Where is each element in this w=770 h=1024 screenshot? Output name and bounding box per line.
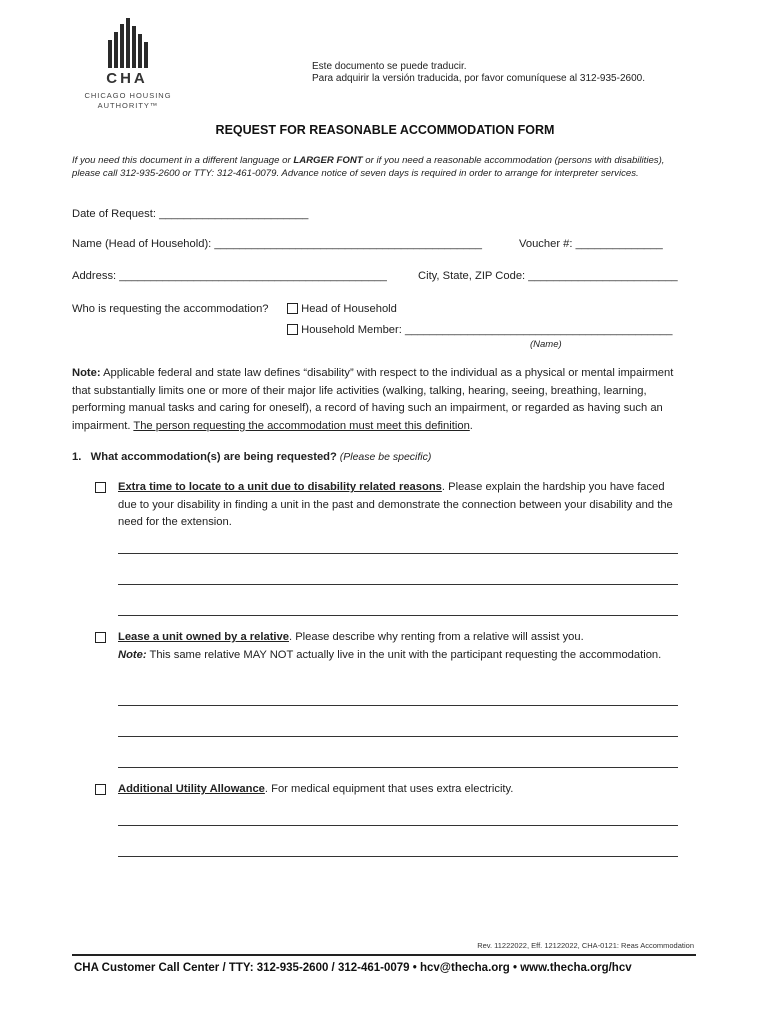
option-relative-note-text: This same relative MAY NOT actually live in the unit with the participant requesting the accommodation. xyxy=(146,648,662,661)
household-member-label: Household Member: ___________________________________________ xyxy=(301,324,673,336)
answer-line[interactable] xyxy=(118,705,678,706)
who-requesting-label: Who is requesting the accommodation? xyxy=(72,303,269,315)
question-hint: (Please be specific) xyxy=(336,451,432,463)
revision-info: Rev. 11222022, Eff. 12122022, CHA-0121: Reas Accommodation xyxy=(477,941,694,950)
intro-part2: or if you need a reasonable accommodation (persons with disabilities), please call 312-935-2600 or TTY: 312-461-0079. Advance notice of seven days is required in order to arrange for interpreter services. xyxy=(72,155,665,180)
city-state-zip-field[interactable]: City, State, ZIP Code: ________________________ xyxy=(418,270,678,282)
question-1 xyxy=(72,451,431,463)
translation-line1: Este documento se puede traducir. xyxy=(312,61,467,72)
note-underlined: The person requesting the accommodation must meet this definition xyxy=(133,419,470,432)
note-text: Applicable federal and state law defines “disability” with respect to the individual as a physical or mental impairment that substantially limits one or more of their major life activities (walking, talking, hearing, seeing, breathing, learning, performing manual tasks and caring for oneself), a record of having such an impairment, or regarded as having such an impairment. xyxy=(72,367,674,432)
cha-logo-icon xyxy=(108,18,148,68)
intro-part1: If you need this document in a different language or xyxy=(72,155,294,166)
answer-line[interactable] xyxy=(118,553,678,554)
checkbox-utility-allowance[interactable] xyxy=(95,784,106,795)
household-member-option[interactable] xyxy=(287,324,673,336)
option-utility-text: . For medical equipment that uses extra electricity. xyxy=(264,783,514,795)
footer-divider xyxy=(72,954,696,956)
option-extra-time-title: Extra time to locate to a unit due to disability related reasons xyxy=(118,481,442,493)
option-relative-text: . Please describe why renting from a relative will assist you. xyxy=(288,631,584,643)
footer-contact: CHA Customer Call Center / TTY: 312-935-2600 / 312-461-0079 • hcv@thecha.org • www.thecha.org/hcv xyxy=(74,962,632,974)
address-field[interactable]: Address: ___________________________________________ xyxy=(72,270,387,282)
checkbox-relative-unit[interactable] xyxy=(95,632,106,643)
option-utility-title: Additional Utility Allowance xyxy=(118,783,265,795)
question-number: 1. xyxy=(72,451,82,463)
date-of-request-field[interactable]: Date of Request: ________________________ xyxy=(72,208,309,220)
answer-line[interactable] xyxy=(118,825,678,826)
logo-subtitle-line1: CHICAGO HOUSING xyxy=(84,91,172,100)
note-label: Note: xyxy=(72,367,101,379)
head-of-household-option[interactable] xyxy=(287,303,397,315)
name-caption: (Name) xyxy=(530,339,562,350)
name-field[interactable]: Name (Head of Household): ___________________________________________ xyxy=(72,238,482,250)
option-extra-time xyxy=(118,479,683,532)
intro-text xyxy=(72,154,687,181)
option-relative-title: Lease a unit owned by a relative xyxy=(118,631,289,643)
checkbox-head-of-household[interactable] xyxy=(287,303,298,314)
option-relative-note-label: Note: xyxy=(118,648,147,661)
disability-note xyxy=(72,365,692,435)
option-relative-unit xyxy=(118,629,683,664)
option-utility-allowance xyxy=(118,781,683,799)
voucher-field[interactable]: Voucher #: ______________ xyxy=(519,238,663,250)
answer-line[interactable] xyxy=(118,584,678,585)
translation-notice xyxy=(312,61,645,85)
translation-line2: Para adquirir la versión traducida, por favor comuníquese al 312-935-2600. xyxy=(312,73,645,84)
answer-line[interactable] xyxy=(118,736,678,737)
form-title: REQUEST FOR REASONABLE ACCOMMODATION FORM xyxy=(215,123,555,137)
note-end: . xyxy=(469,419,473,432)
answer-line[interactable] xyxy=(118,856,678,857)
answer-line[interactable] xyxy=(118,615,678,616)
checkbox-household-member[interactable] xyxy=(287,324,298,335)
option-extra-time-text: . Please explain the hardship you have faced due to your disability in finding a unit in the past and demonstrate the connection between your disability and the need for the extension. xyxy=(118,481,673,528)
question-text: What accommodation(s) are being requested? xyxy=(90,451,337,463)
logo-subtitle xyxy=(78,91,178,110)
head-of-household-label: Head of Household xyxy=(301,303,397,315)
intro-bold: LARGER FONT xyxy=(293,155,363,166)
answer-line[interactable] xyxy=(118,767,678,768)
logo-subtitle-line2: AUTHORITY™ xyxy=(97,100,159,110)
logo-text: CHA xyxy=(106,70,148,87)
checkbox-extra-time[interactable] xyxy=(95,482,106,493)
